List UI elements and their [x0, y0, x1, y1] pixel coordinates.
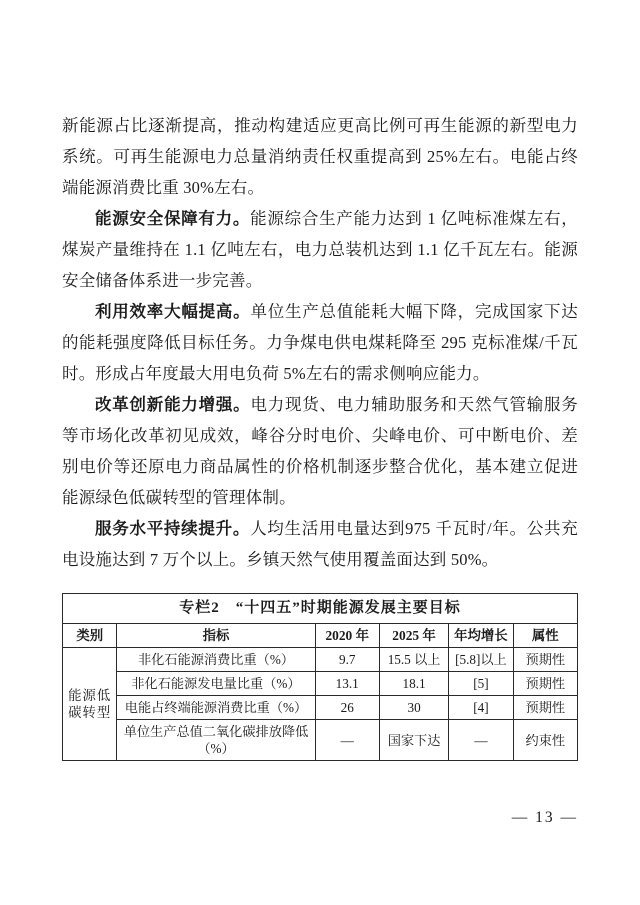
table-header-row: [63, 624, 578, 648]
table-row: [63, 696, 578, 720]
table-row: [63, 720, 578, 761]
row-attribute: 预期性: [513, 696, 577, 720]
row-2025: 30: [379, 696, 448, 720]
row-growth: [4]: [449, 696, 513, 720]
row-growth: [5]: [449, 672, 513, 696]
energy-goals-table-wrapper: [62, 593, 578, 761]
paragraph-3: [62, 296, 578, 389]
paragraph-2-body: 能源综合生产能力达到 1 亿吨标准煤左右，煤炭产量维持在 1.1 亿吨左右，电力总装机达到 1.1 亿千瓦左右。能源安全储备体系进一步完善。: [62, 209, 578, 290]
paragraph-5-body: 人均生活用电量达到975 千瓦时/年。公共充电设施达到 7 万个以上。乡镇天然气使用覆盖面达到 50%。: [62, 519, 578, 569]
table-row: [63, 648, 578, 672]
energy-goals-table: [62, 593, 578, 761]
paragraph-4: [62, 389, 578, 513]
table-title: 专栏2 “十四五”时期能源发展主要目标: [63, 594, 578, 624]
paragraph-4-lead: 改革创新能力增强。: [95, 395, 251, 414]
row-2020: 9.7: [315, 648, 379, 672]
row-indicator: 电能占终端能源消费比重（%）: [117, 696, 315, 720]
row-attribute: 约束性: [513, 720, 577, 761]
row-2025: 18.1: [379, 672, 448, 696]
header-category: 类别: [63, 624, 117, 648]
header-year-2025: 2025 年: [379, 624, 448, 648]
paragraph-2-lead: 能源安全保障有力。: [95, 209, 251, 228]
paragraph-1: 新能源占比逐渐提高，推动构建适应更高比例可再生能源的新型电力系统。可再生能源电力总量消纳责任权重提高到 25%左右。电能占终端能源消费比重 30%左右。: [62, 116, 578, 197]
row-2020: 26: [315, 696, 379, 720]
row-growth: [5.8]以上: [449, 648, 513, 672]
row-indicator: 单位生产总值二氧化碳排放降低（%）: [117, 720, 315, 761]
row-2025: 15.5 以上: [379, 648, 448, 672]
row-2020: —: [315, 720, 379, 761]
row-growth: —: [449, 720, 513, 761]
table-title-row: [63, 594, 578, 624]
paragraph-3-body: 单位生产总值能耗大幅下降，完成国家下达的能耗强度降低目标任务。力争煤电供电煤耗降至 295 克标准煤/千瓦时。形成占年度最大用电负荷 5%左右的需求侧响应能力。: [62, 302, 578, 383]
row-attribute: 预期性: [513, 672, 577, 696]
header-attribute: 属性: [513, 624, 577, 648]
paragraph-2: [62, 203, 578, 296]
paragraph-5-lead: 服务水平持续提升。: [95, 519, 251, 538]
header-year-2020: 2020 年: [315, 624, 379, 648]
row-indicator: 非化石能源消费比重（%）: [117, 648, 315, 672]
row-indicator: 非化石能源发电量比重（%）: [117, 672, 315, 696]
table-row: [63, 672, 578, 696]
paragraph-4-body: 电力现货、电力辅助服务和天然气管输服务等市场化改革初见成效，峰谷分时电价、尖峰电价、可中断电价、差别电价等还原电力商品属性的价格机制逐步整合优化，基本建立促进能源绿色低碳转型的管理体制。: [62, 395, 578, 507]
row-2025: 国家下达: [379, 720, 448, 761]
paragraph-5: [62, 513, 578, 575]
category-cell: 能源低碳转型: [63, 648, 117, 761]
paragraph-3-lead: 利用效率大幅提高。: [95, 302, 251, 321]
row-2020: 13.1: [315, 672, 379, 696]
header-indicator: 指标: [117, 624, 315, 648]
row-attribute: 预期性: [513, 648, 577, 672]
page-number: — 13 —: [511, 809, 578, 826]
header-annual-growth: 年均增长: [449, 624, 513, 648]
